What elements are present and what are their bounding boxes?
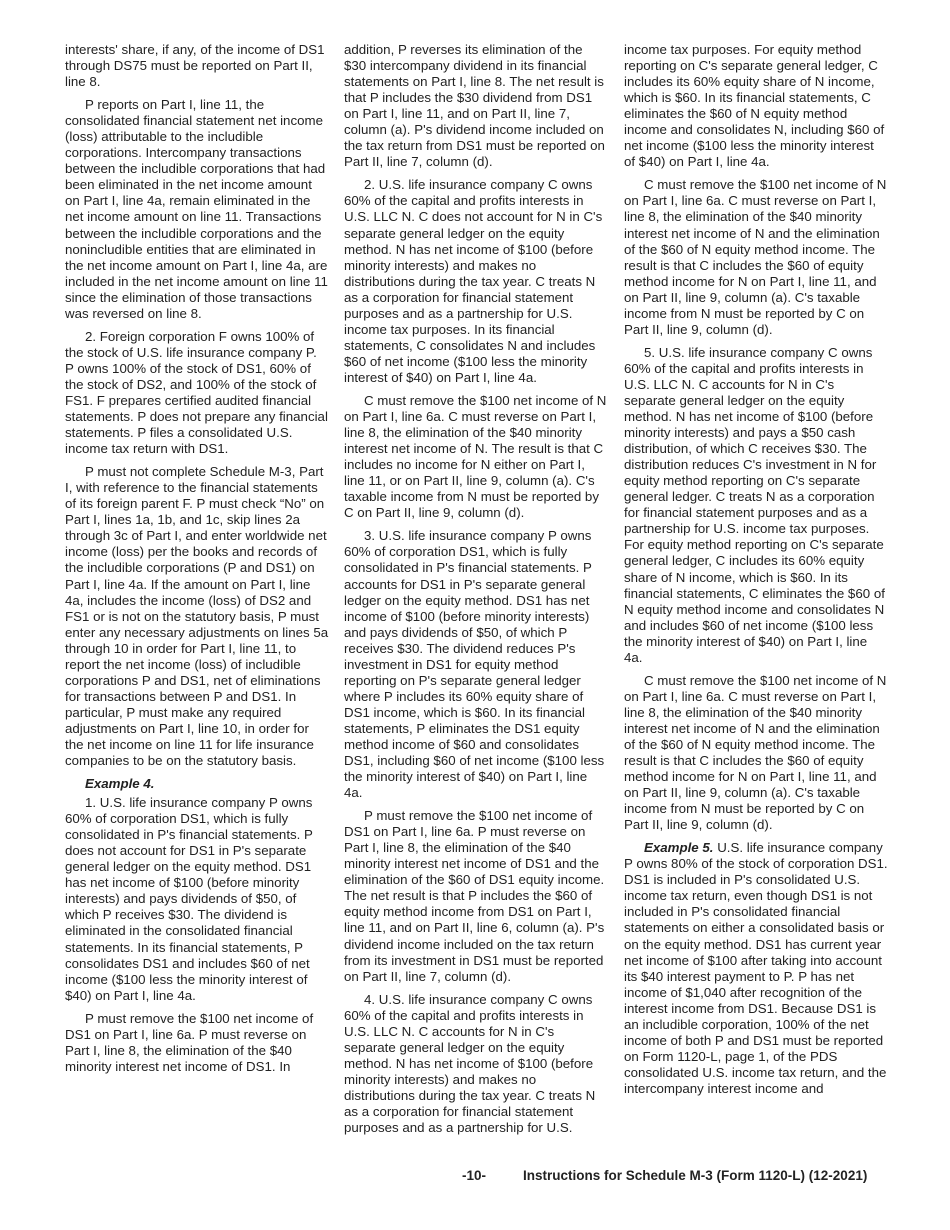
paragraph-text: U.S. life insurance company P owns 80% of the stock of corporation DS1. DS1 is included in P's consolidated U.S. income tax return, even though DS1 is not included in P's consolidated financial statements on either a consolidated basis or on the equity method. DS1 has current year net income of $100 after taking into account its $40 interest payment to P. P has net income of $1,040 after recognition of the interest income from DS1. Because DS1 is an includible corporation, 100% of the net income of both P and DS1 must be reported on Form 1120-L, page 1, of the PDS consolidated U.S. income tax return, and the intercompany interest income and (624, 840, 888, 1096)
paragraph: addition, P reverses its elimination of the $30 intercompany dividend in its financial statements on Part I, line 8. The net result is that P includes the $30 dividend from DS1 on Part I, line 11, and on Part II, line 7, column (a). P's dividend income included on the tax return from DS1 must be reported on Part II, line 7, column (d). (344, 42, 605, 170)
example-label: Example 5. (644, 840, 714, 856)
column-3 (624, 42, 888, 1104)
paragraph: C must remove the $100 net income of N on Part I, line 6a. C must reverse on Part I, line 8, the elimination of the $40 minority interest net income of N and the elimination of the $60 of N equity method income. The result is that C includes the $60 of equity method income for N on Part I, line 11, and on Part II, line 9, column (a). C's taxable income from N must be reported by C on Part II, line 9, column (d). (624, 177, 887, 337)
page-number: -10- (462, 1168, 487, 1183)
paragraph: 2. Foreign corporation F owns 100% of the stock of U.S. life insurance company P. P owns 100% of the stock of DS1, 60% of the stock of DS2, and 100% of the stock of FS1. F prepares certified audited financial statements. P does not prepare any financial statements. P files a consolidated U.S. income tax return with DS1. (65, 328, 328, 457)
paragraph: 3. U.S. life insurance company P owns 60% of corporation DS1, which is fully consolidated in P's financial statements. P accounts for DS1 in P's separate general ledger on the equity method. DS1 has net income of $100 (before minority interests) and pays dividends of $50, of which P receives $30. The dividend reduces P's investment in DS1 for equity method reporting on P's separate general ledger where P includes its 60% equity share of DS1 income, which is $60. In its financial statements, P eliminates the DS1 equity method income of $60 and consolidates DS1, including $60 of net income ($100 less the minority interest of $40) on Part I, line 4a. (344, 528, 605, 801)
document-title: Instructions for Schedule M-3 (Form 1120-L) (12-2021) (523, 1168, 868, 1183)
paragraph (624, 840, 888, 1097)
paragraph: P must remove the $100 net income of DS1 on Part I, line 6a. P must reverse on Part I, line 8, the elimination of the $40 minority interest net income of DS1 and the elimination of the $60 of DS1 equity income. The net result is that P includes the $60 of equity method income from DS1 on Part I, line 11, and on Part II, line 6, column (a). P's dividend income included on the tax return from its investment in DS1 must be reported on Part II, line 7, column (d). (344, 808, 605, 984)
paragraph: 4. U.S. life insurance company C owns 60% of the capital and profits interests in U.S. LLC N. C accounts for N in C's separate general ledger on the equity method. N has net income of $100 (before minority interests) and makes no distributions during the tax year. C treats N as a corporation for financial statement purposes and as a partnership for U.S. (344, 991, 596, 1136)
paragraph: P must not complete Schedule M-3, Part I, with reference to the financial statements of its foreign parent F. P must check “No” on Part I, lines 1a, 1b, and 1c, skip lines 2a through 3c of Part I, and enter worldwide net income (loss) per the books and records of the includible corporations (P and DS1) on Part I, line 4a. If the amount on Part I, line 4a, includes the income (loss) of DS2 and FS1 or is not on the statutory basis, P must enter any necessary adjustments on lines 5a through 10 in order for Part I, line 11, to report the net income (loss) of includible corporations P and DS1, net of eliminations for transactions between P and DS1. In particular, P must make any required adjustments on Part I, line 10, in order for the net income on line 11 for life insurance companies to be on the statutory basis. (65, 464, 329, 769)
paragraph: P reports on Part I, line 11, the consolidated financial statement net income (loss) attributable to the includible corporations. Intercompany transactions between the includible corporations that had been eliminated in the net income amount on Part I, line 4a, remain eliminated in the net income amount on line 11. Transactions between the includible corporations and the nonincludible entities that are eliminated in the net income amount on Part I, line 4a, are included in the net income amount on line 11 since the elimination of those transactions was reversed on line 8. (65, 97, 328, 321)
paragraph: 1. U.S. life insurance company P owns 60% of corporation DS1, which is fully consolidated in P's financial statements. P does not account for DS1 in P's separate general ledger on the equity method. DS1 has net income of $100 (before minority interests) and pays dividends of $50, of which P receives $30. The dividend is eliminated in the consolidated financial statements. In its financial statements, P consolidates DS1 and includes $60 of net income ($100 less the minority interest of $40) on Part I, line 4a. (65, 795, 313, 1003)
column-1 (65, 42, 329, 1082)
paragraph: P must remove the $100 net income of DS1 on Part I, line 6a. P must reverse on Part I, line 8, the elimination of the $40 minority interest net income of DS1. In (65, 1010, 314, 1074)
paragraph: 2. U.S. life insurance company C owns 60% of the capital and profits interests in U.S. LLC N. C does not account for N in C's separate general ledger on the equity method. N has net income of $100 (before minority interests) and makes no distributions during the tax year. C treats N as a corporation for financial statement purposes and as a partnership for U.S. income tax purposes. In its financial statements, C consolidates N and includes $60 of net income ($100 less the minority interest of $40) on Part I, line 4a. (344, 177, 603, 385)
paragraph: interests' share, if any, of the income of DS1 through DS75 must be reported on Part II, line 8. (65, 42, 325, 90)
column-2 (344, 42, 608, 1143)
paragraph: C must remove the $100 net income of N on Part I, line 6a. C must reverse on Part I, line 8, the elimination of the $40 minority interest net income of N. The result is that C includes no income for N either on Part I, line 11, or on Part II, line 9, column (a). C's taxable income from N must be reported by C on Part II, line 9, column (d). (344, 392, 607, 521)
example-heading: Example 4. (85, 776, 155, 792)
paragraph: income tax purposes. For equity method reporting on C's separate general ledger, C includes its 60% equity share of N income, which is $60. In its financial statements, C eliminates the $60 of N equity method income and consolidates N, including $60 of net income ($100 less the minority interest of $40) on Part I, line 4a. (624, 42, 885, 170)
paragraph: 5. U.S. life insurance company C owns 60% of the capital and profits interests in U.S. LLC N. C accounts for N in C's separate general ledger on the equity method. N has net income of $100 (before minority interests) and pays a $50 cash distribution, of which C receives $30. The distribution reduces C's investment in N for equity method reporting on C's separate general ledger. C treats N as a corporation for financial statement purposes and as a partnership for U.S. income tax purposes. For equity method reporting on C's separate general ledger, C includes its 60% equity share of N income, which is $60. In its financial statements, C eliminates the $60 of N equity method income and consolidates N and includes $60 of net income ($100 less the minority interest of $40) on Part I, line 4a. (624, 344, 885, 665)
paragraph: C must remove the $100 net income of N on Part I, line 6a. C must reverse on Part I, line 8, the elimination of the $40 minority interest net income of N and the elimination of the $60 of N equity method income. The result is that C includes the $60 of equity method income for N on Part I, line 11, and on Part II, line 9, column (a). C's taxable income from N must be reported by C on Part II, line 9, column (d). (624, 672, 887, 833)
